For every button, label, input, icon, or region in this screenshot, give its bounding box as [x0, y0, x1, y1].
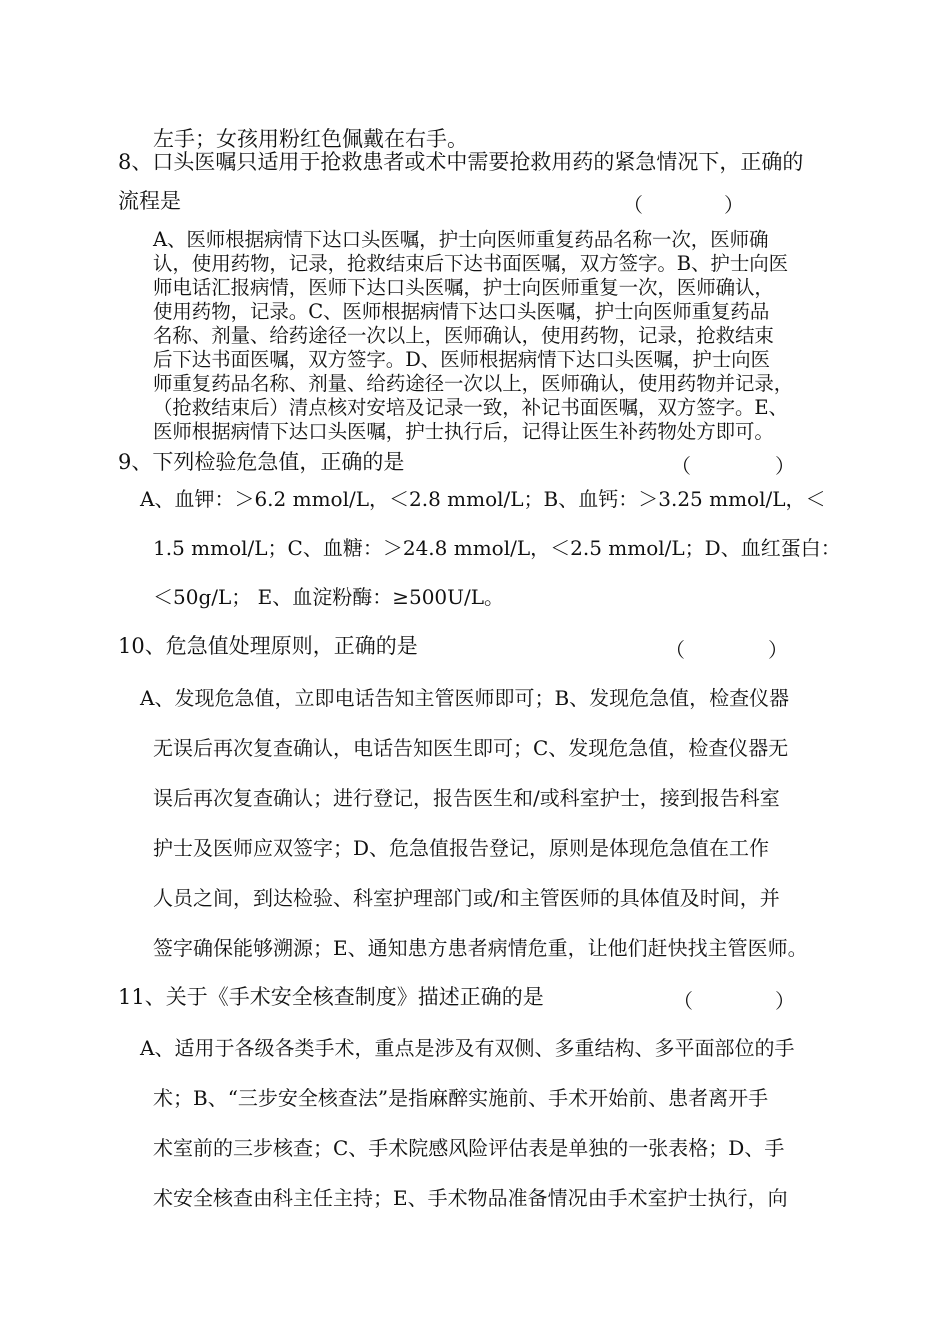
q11-paren-open: （	[673, 989, 693, 1013]
q9-stem: 9、下列检验危急值，正确的是	[118, 450, 405, 474]
q10-option-line: 签字确保能够溯源；E、通知患方患者病情危重，让他们赶快找主管医师。	[153, 936, 808, 960]
q10-option-line: 无误后再次复查确认，电话告知医生即可；C、发现危急值，检查仪器无	[153, 736, 789, 760]
q8-stem-line1: 8、口头医嘱只适用于抢救患者或术中需要抢救用药的紧急情况下，正确的	[118, 150, 804, 174]
q11-option-line: A、适用于各级各类手术，重点是涉及有双侧、多重结构、多平面部位的手	[140, 1036, 795, 1060]
q8-option-line: 师重复药品名称、剂量、给药途径一次以上，医师确认，使用药物并记录，	[153, 372, 794, 395]
q11-option-line: 术室前的三步核查；C、手术院感风险评估表是单独的一张表格；D、手	[153, 1136, 785, 1160]
q10-option-line: 人员之间，到达检验、科室护理部门或/和主管医师的具体值及时间，并	[153, 886, 780, 910]
q8-option-line: 使用药物，记录。C、医师根据病情下达口头医嘱，护士向医师重复药品	[153, 300, 770, 323]
q11-option-line: 术安全核查由科主任主持；E、手术物品准备情况由手术室护士执行，向	[153, 1186, 788, 1210]
q9-option-line: ＜50g/L； E、血淀粉酶：≥500U/L。	[153, 585, 505, 609]
continuation-text: 左手；女孩用粉红色佩戴在右手。	[153, 127, 468, 151]
q9-paren-close: ）	[775, 454, 795, 478]
q8-option-line: 认，使用药物，记录，抢救结束后下达书面医嘱，双方签字。B、护士向医	[153, 252, 789, 275]
q9-paren-open: （	[671, 454, 691, 478]
q8-option-line: 医师根据病情下达口头医嘱，护士执行后，记得让医生补药物处方即可。	[153, 420, 774, 443]
q10-paren-open: （	[665, 638, 685, 662]
q10-option-line: 误后再次复查确认；进行登记，报告医生和/或科室护士，接到报告科室	[153, 786, 780, 810]
q10-option-line: 护士及医师应双签字；D、危急值报告登记，原则是体现危急值在工作	[153, 836, 770, 860]
q8-option-line: 师电话汇报病情，医师下达口头医嘱，护士向医师重复一次，医师确认，	[153, 276, 774, 299]
q8-stem-line2: 流程是	[118, 189, 181, 213]
q10-stem: 10、危急值处理原则，正确的是	[118, 634, 418, 658]
q8-option-line: 名称、剂量、给药途径一次以上，医师确认，使用药物，记录，抢救结束	[153, 324, 774, 347]
q8-option-line: A、医师根据病情下达口头医嘱，护士向医师重复药品名称一次，医师确	[153, 228, 769, 251]
q8-option-line: （抢救结束后）清点核对安培及记录一致，补记书面医嘱，双方签字。E、	[153, 396, 788, 419]
q9-option-line: A、血钾：＞6.2 mmol/L，＜2.8 mmol/L；B、血钙：＞3.25 mmol/L，＜	[140, 487, 826, 511]
q8-paren-open: （	[623, 193, 643, 217]
q11-option-line: 术；B、“三步安全核查法”是指麻醉实施前、手术开始前、患者离开手	[153, 1086, 769, 1110]
q11-stem: 11、关于《手术安全核查制度》描述正确的是	[118, 985, 544, 1009]
q8-option-line: 后下达书面医嘱，双方签字。D、医师根据病情下达口头医嘱，护士向医	[153, 348, 770, 371]
q11-paren-close: ）	[775, 989, 795, 1013]
q10-option-line: A、发现危急值，立即电话告知主管医师即可；B、发现危急值，检查仪器	[140, 686, 790, 710]
q8-paren-close: ）	[724, 193, 744, 217]
q10-paren-close: ）	[768, 638, 788, 662]
q9-option-line: 1.5 mmol/L；C、血糖：＞24.8 mmol/L，＜2.5 mmol/L；D、血红蛋白：	[153, 536, 841, 560]
